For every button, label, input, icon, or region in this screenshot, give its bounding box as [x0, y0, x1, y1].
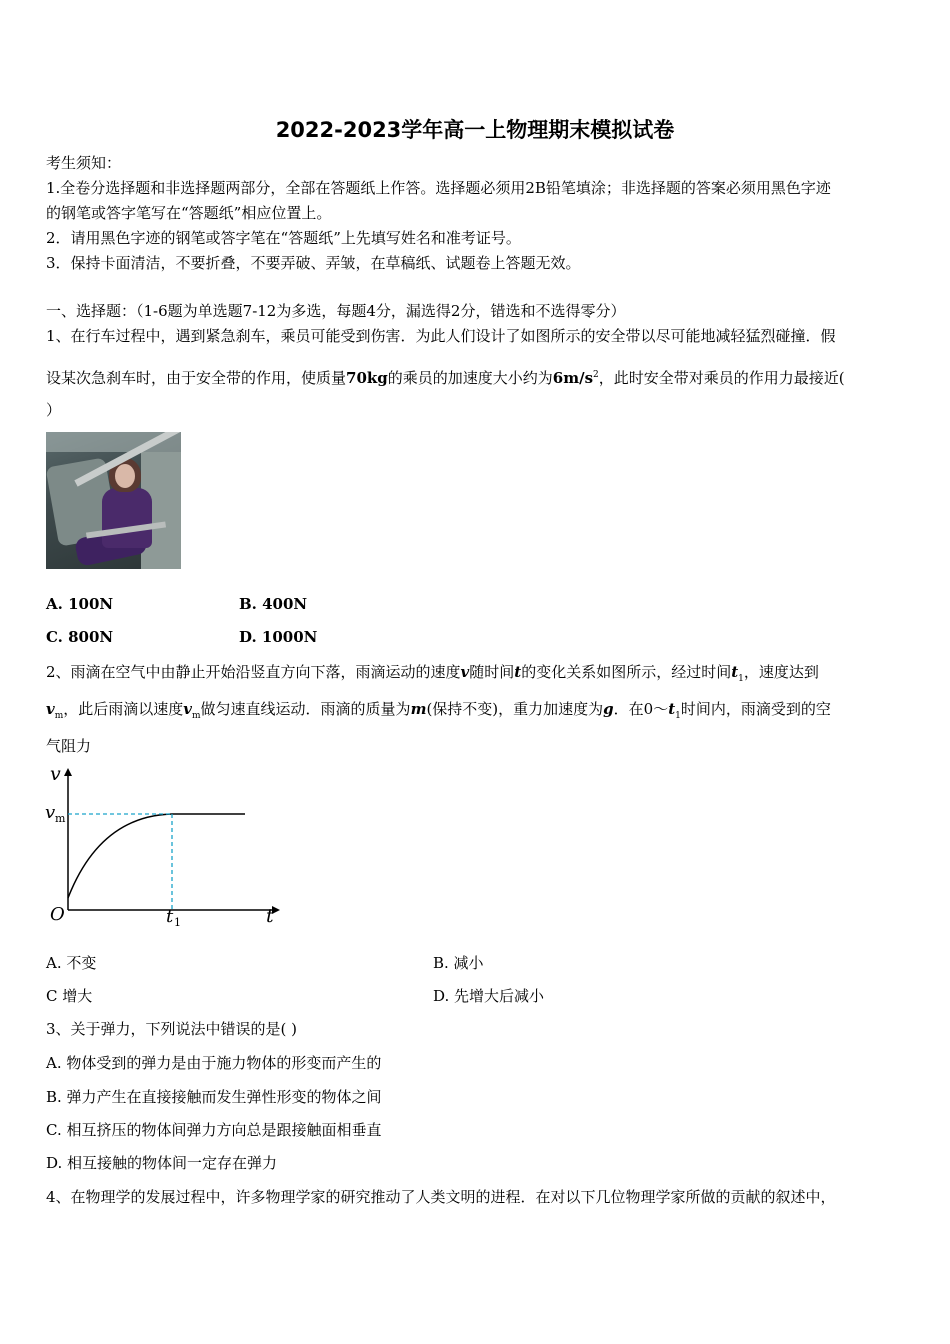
notice-line-2: 2．请用黑色字迹的钢笔或答字笔在“答题纸”上先填写姓名和准考证号。 [46, 229, 521, 247]
q1-text-c: ，此时安全带对乘员的作用力最接近( [598, 369, 845, 387]
q2-option-a[interactable]: A. 不变 [46, 954, 97, 972]
origin-label: O [50, 904, 65, 925]
q2-vm-2: v [183, 700, 192, 718]
q2-g: g [603, 700, 614, 718]
vm-label-sub: m [55, 812, 66, 825]
q2-t1: t [731, 663, 739, 681]
seatbelt-photo [46, 432, 181, 569]
q2-text-e: ，此后雨滴以速度 [63, 700, 184, 718]
t1-label-sub: 1 [174, 916, 181, 929]
q2-text-h: ．在0～ [613, 700, 669, 718]
q2-t1-sub-2: 1 [675, 711, 681, 721]
q1-accel-sup: 2 [593, 370, 599, 380]
q2-m: m [410, 700, 427, 718]
q1-text-b: 的乘员的加速度大小约为 [387, 369, 553, 387]
q2-text-b: 随时间 [469, 663, 515, 681]
q1-option-a[interactable]: A. 100N [46, 595, 114, 613]
q3-stem: 3、关于弹力，下列说法中错误的是( ) [46, 1020, 298, 1038]
x-axis-label: t [266, 905, 274, 927]
notice-line-3: 3．保持卡面清洁，不要折叠，不要弄破、弄皱，在草稿纸、试题卷上答题无效。 [46, 254, 581, 272]
t1-label: t [166, 906, 174, 927]
q1-mass: 70kg [346, 369, 388, 387]
q2-text-a: 2、雨滴在空气中由静止开始沿竖直方向下落，雨滴运动的速度 [46, 663, 461, 681]
q2-option-c[interactable]: C 增大 [46, 987, 93, 1005]
notice-heading: 考生须知： [46, 154, 122, 172]
y-axis-label: v [50, 763, 61, 785]
q2-line-2 [46, 699, 831, 726]
q2-t1-2: t [668, 700, 676, 718]
q1-option-b[interactable]: B. 400N [239, 595, 308, 613]
q2-line-3: 气阻力 [46, 737, 92, 755]
q2-option-d[interactable]: D. 先增大后减小 [433, 987, 545, 1005]
q4-stem: 4、在物理学的发展过程中，许多物理学家的研究推动了人类文明的进程．在对以下几位物理学家所做的贡献的叙述中， [46, 1188, 836, 1206]
q1-line-3: ） [46, 401, 62, 419]
q1-option-c[interactable]: C. 800N [46, 628, 114, 646]
q2-vm: v [46, 700, 55, 718]
q3-option-a[interactable]: A. 物体受到的弹力是由于施力物体的形变而产生的 [46, 1054, 382, 1072]
q1-text-a: 设某次急刹车时，由于安全带的作用，使质量 [46, 369, 347, 387]
q3-option-b[interactable]: B. 弹力产生在直接接触而发生弹性形变的物体之间 [46, 1088, 382, 1106]
q1-option-d[interactable]: D. 1000N [239, 628, 318, 646]
q1-accel: 6m/s [552, 369, 594, 387]
q1-line-1: 1、在行车过程中，遇到紧急刹车，乘员可能受到伤害．为此人们设计了如图所示的安全带以尽可能地减轻猛烈碰撞．假 [46, 327, 836, 345]
notice-line-1b: 的钢笔或答字笔写在“答题纸”相应位置上。 [46, 204, 332, 222]
q2-option-b[interactable]: B. 减小 [433, 954, 484, 972]
q2-t1-sub: 1 [738, 674, 744, 684]
q2-text-d: ，速度达到 [743, 663, 819, 681]
q2-t: t [514, 663, 522, 681]
q1-line-2 [46, 365, 845, 388]
q2-text-f: 做匀速直线运动．雨滴的质量为 [200, 700, 411, 718]
vm-label: v [45, 802, 56, 823]
notice-line-1a: 1.全卷分选择题和非选择题两部分，全部在答题纸上作答。选择题必须用2B铅笔填涂；非选择题的答案必须用黑色字迹 [46, 179, 831, 197]
q2-vm-sub: m [54, 711, 64, 721]
y-axis-arrow-icon [64, 768, 72, 776]
q3-option-c[interactable]: C. 相互挤压的物体间弹力方向总是跟接触面相垂直 [46, 1121, 382, 1139]
q2-vm-sub-2: m [192, 711, 201, 721]
q2-line-1 [46, 662, 819, 689]
q2-text-g: (保持不变)，重力加速度为 [426, 700, 604, 718]
q2-v: v [460, 663, 470, 681]
q2-text-c: 的变化关系如图所示，经过时间 [521, 663, 732, 681]
section-heading: 一、选择题：（1-6题为单选题7-12为多选，每题4分，漏选得2分，错选和不选得零分） [46, 302, 626, 320]
q2-text-i: 时间内，雨滴受到的空 [680, 700, 831, 718]
q3-option-d[interactable]: D. 相互接触的物体间一定存在弹力 [46, 1154, 278, 1172]
page-title: 2022-2023学年高一上物理期末模拟试卷 [275, 118, 675, 142]
velocity-time-graph [40, 760, 290, 930]
velocity-curve [68, 814, 172, 898]
